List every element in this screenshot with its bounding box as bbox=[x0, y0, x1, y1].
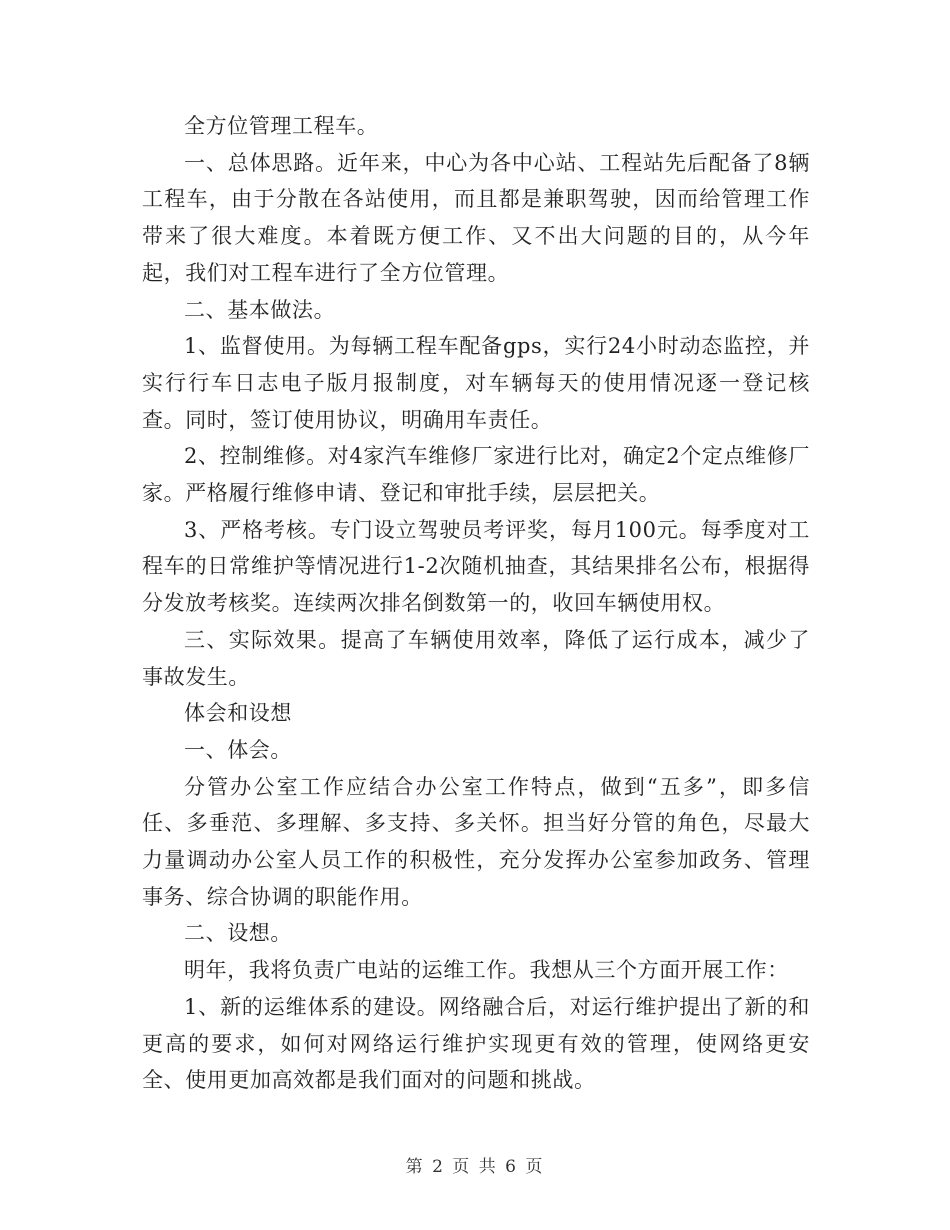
paragraph-next-year: 明年，我将负责广电站的运维工作。我想从三个方面开展工作： bbox=[184, 958, 789, 983]
paragraph-new-maintenance-system: 1、新的运维体系的建设。网络融合后，对运行维护提出了新的和更高的要求，如何对网络运行维护实现更有效的管理，使网络更安全、使用更加高效都是我们面对的问题和挑战。 bbox=[142, 994, 810, 1093]
paragraph-office-management: 分管办公室工作应结合办公室工作特点，做到“五多”，即多信任、多垂范、多理解、多支持、多关怀。担当好分管的角色，尽最大力量调动办公室人员工作的积极性，充分发挥办公室参加政务、管理事务、综合协调的职能作用。 bbox=[142, 774, 810, 909]
paragraph-strict-assessment: 3、严格考核。专门设立驾驶员考评奖，每月100元。每季度对工程车的日常维护等情况进行1-2次随机抽查，其结果排名公布，根据得分发放考核奖。连续两次排名倒数第一的，收回车辆使用权。 bbox=[142, 517, 810, 616]
section-heading-experience-and-plans: 体会和设想 bbox=[184, 701, 292, 726]
paragraph-overall-idea: 一、总体思路。近年来，中心为各中心站、工程站先后配备了8辆工程车，由于分散在各站使用，而且都是兼职驾驶，因而给管理工作带来了很大难度。本着既方便工作、又不出大问题的目的，从今年起，我们对工程车进行了全方位管理。 bbox=[142, 150, 810, 285]
paragraph-basic-approach-heading: 二、基本做法。 bbox=[184, 297, 336, 322]
document-body bbox=[142, 108, 810, 1099]
paragraph-control-repair: 2、控制维修。对4家汽车维修厂家进行比对，确定2个定点维修厂家。严格履行维修申请、登记和审批手续，层层把关。 bbox=[142, 444, 810, 506]
paragraph-heading-manage-vehicles: 全方位管理工程车。 bbox=[184, 114, 379, 138]
paragraph-supervise-use: 1、监督使用。为每辆工程车配备gps，实行24小时动态监控，并实行行车日志电子版月报制度，对车辆每天的使用情况逐一登记核查。同时，签订使用协议，明确用车责任。 bbox=[142, 334, 810, 432]
paragraph-plans-heading: 二、设想。 bbox=[184, 921, 292, 946]
paragraph-actual-effect: 三、实际效果。提高了车辆使用效率，降低了运行成本，减少了事故发生。 bbox=[142, 627, 810, 689]
paragraph-experience-heading: 一、体会。 bbox=[184, 737, 292, 762]
page-number-footer: 第 2 页 共 6 页 bbox=[405, 1157, 545, 1177]
